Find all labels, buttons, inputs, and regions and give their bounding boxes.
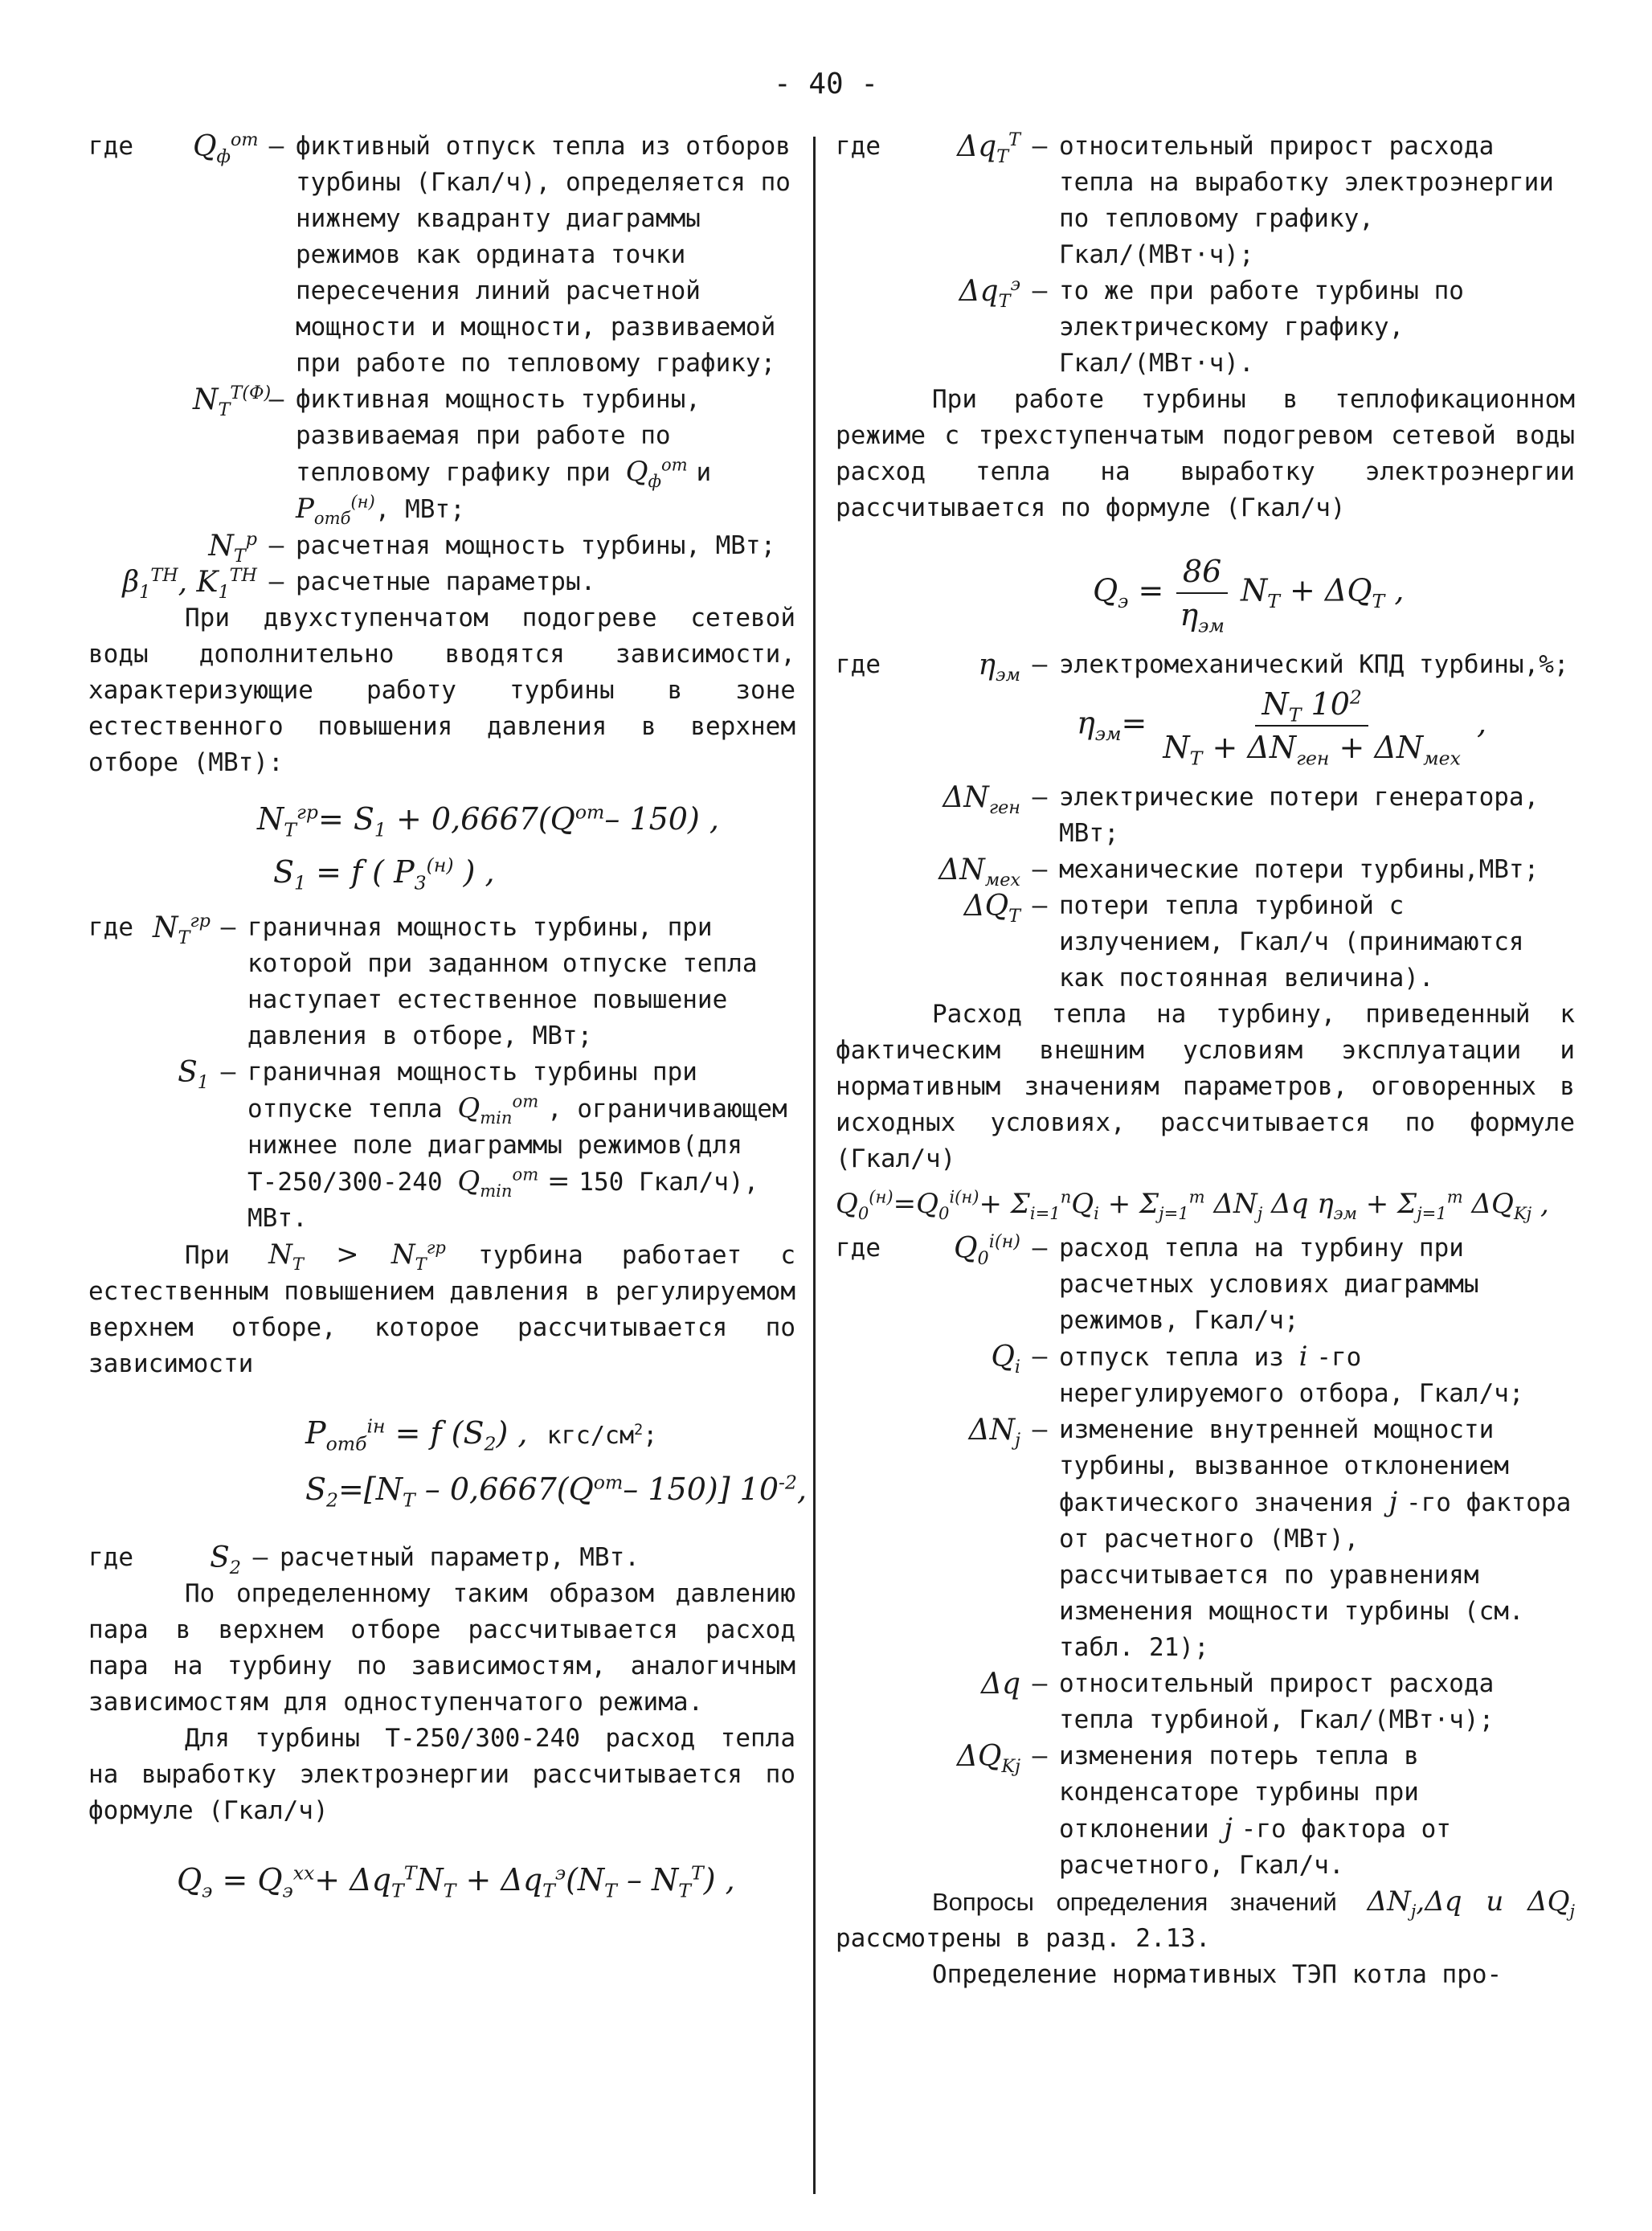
definition-text: расчетный параметр, МВт. (280, 1543, 640, 1572)
definition-dnj: $\Delta N_j$ – изменение внутренней мощности турбины, вызванное отклонением фактического значения j -го фактора от расчетного (МВт), рассчитывается по уравнениям изменения мощности турбины (см. табл. 21); (836, 1412, 1575, 1666)
symbol-dq: Δq (980, 1668, 1020, 1701)
paragraph-t250: Для турбины Т-250/300-240 расход тепла на выработку электроэнергии рассчитывается по формуле (Гкал/ч) (88, 1724, 795, 1825)
where-label: где (88, 132, 133, 161)
definition-text: потери тепла турбиной с излучением, Гкал/ч (принимаются как постоянная величина). (1059, 891, 1524, 993)
paragraph-boiler: Определение нормативных ТЭП котла про- (932, 1960, 1503, 1989)
definition-eta: где $\eta_{эм}$ – электромеханический КПД турбины,%; (836, 647, 1575, 683)
symbol-n-t-p: $N_T^p$ (208, 529, 257, 567)
symbol-s1: $S_1$ (178, 1056, 209, 1094)
definition-text: относительный прирост расхода тепла турбиной, Гкал/(МВт·ч); (1059, 1669, 1495, 1734)
symbol-eta-em: $\eta_{эм}$ (978, 649, 1020, 686)
symbol-n-t-gr: $N_T^{гр}$ (153, 911, 211, 949)
symbol-q-f-ot: $Q_ф^{от}$ (193, 129, 259, 168)
paragraph-natural-rise: При $N_T > N_T^{гр}$ турбина работает с естественным повышением давления в регулируемом верхнем отборе, которое рассчитывается по зависимости (88, 1237, 795, 1378)
definition-text: расчетные параметры. (296, 567, 596, 596)
definition-n-fictive: $N_T^{T(Ф)}$ – фиктивная мощность турбины, развиваемая при работе по тепловому графику при $Q_ф^{от}$ и $P_{отб}^{(н)}$, МВт; (88, 382, 795, 528)
definition-text: фиктивный отпуск тепла из отборов турбины (Гкал/ч), определяется по нижнему квадранту диаграммы режимов как ордината точки пересечения линий расчетной мощности и мощности, развиваемой при работе по тепловому графику; (296, 132, 791, 378)
definition-n-boundary: где $N_T^{гр}$ – граничная мощность турбины, при которой при заданном отпуске тепла наступает естественное повышение давления в отборе, МВт; (88, 910, 795, 1054)
formula-n-gr: $N_T^{гр}= S_1 + 0,6667(Q^{от}-$ 150) , (257, 800, 719, 841)
paragraph-reduced-flow: Расход тепла на турбину, приведенный к фактическим внешним условиям эксплуатации и нормативным значениям параметров, оговоренных в исходных условиях, рассчитывается по формуле (Гкал/ч) (836, 1000, 1575, 1173)
paragraph-two-stage: При двухступенчатом подогреве сетевой воды дополнительно вводятся зависимости, характеризующие работу турбины в зоне естественного повышения давления в верхнем отборе (МВт): (88, 604, 795, 777)
definition-dq: Δq – относительный прирост расхода тепла турбиной, Гкал/(МВт·ч); (836, 1666, 1575, 1738)
definition-dq-e: $\Delta q_T^э$ – то же при работе турбины по электрическому графику, Гкал/(МВт·ч). (836, 273, 1575, 382)
right-column (836, 129, 1575, 1993)
symbol-b-k: $\beta_1^{TH}$, $K_1^{TH}$ (122, 565, 257, 604)
definition-text: то же при работе турбины по электрическому графику, Гкал/(МВт·ч). (1059, 276, 1464, 378)
definition-text: граничная мощность турбины, при которой при заданном отпуске тепла наступает естественное повышение давления в отборе, МВт; (247, 913, 758, 1050)
formula-eta-em: $\eta_{эм}=$ $\frac{N_T 10^2}{N_T + \Delta N_{ген} + \Delta N_{мех}}$ , (836, 683, 1575, 768)
definition-text: граничная мощность турбины при отпуске тепла $Q_{min}^{от}$ , ограничивающем нижнее поле диаграммы режимов(для Т-250/300-240 $Q_{min}^{от} = 150$ Гкал/ч), МВт. (247, 1058, 787, 1233)
paragraph-questions: Вопросы определения значений $\Delta N_j,\Delta q$ и $\Delta Q_j$ рассмотрены в разд. 2.13. (836, 1885, 1575, 1953)
definition-text: расчетная мощность турбины, МВт; (296, 531, 776, 560)
symbol-dn-mech: $\Delta N_{мех}$ (938, 854, 1020, 891)
formula-p-otb: $P_{отб}^{iн} = f$ $(S_2)$ , кгс/$см^2$; (305, 1414, 658, 1455)
symbol-q0-i: $Q_0^{i(н)}$ (954, 1231, 1020, 1270)
definition-n-design: $N_T^p$ – расчетная мощность турбины, МВт; (88, 528, 795, 564)
formula-s2: $S_2=[N_T - 0,6667(Q^{от}-$ 150)] $10^{-2}$, (305, 1471, 808, 1512)
definition-text: относительный прирост расхода тепла на выработку электроэнергии по тепловому графику, Гкал/(МВт·ч); (1059, 132, 1554, 269)
definition-dq-t: где $\Delta q_T^T$ – относительный прирост расхода тепла на выработку электроэнергии по тепловому графику, Гкал/(МВт·ч); (836, 129, 1575, 273)
definition-text: фиктивная мощность турбины, развиваемая при работе по тепловому графику при $Q_ф^{от}$ и $P_{отб}^{(н)}$, МВт; (296, 385, 712, 528)
left-column (88, 129, 808, 1906)
symbol-dq-t-e: $\Delta q_T^э$ (959, 274, 1020, 313)
symbol-dn-gen: $\Delta N_{ген}$ (943, 781, 1020, 819)
definition-b-k: $\beta_1^{TH}$, $K_1^{TH}$ – расчетные параметры. (88, 564, 795, 600)
formula-q-e: $Q_э$ = $\frac{86}{\eta_{эм}}$ $N_T + \Delta Q_T$ , (836, 551, 1575, 636)
formula-s1: $S_1 = f$ ( $P_3^{(н)}$ ) , (273, 854, 495, 894)
formula-q-e-t250: $Q_э = Q_э^{хх}+ \Delta q_T^TN_T + \Delta q_T^э(N_T - N_T^T)$ , (177, 1861, 735, 1902)
page-number: - 40 - (773, 68, 879, 100)
definition-text: изменение внутренней мощности турбины, вызванное отклонением фактического значения j -го фактора от расчетного (МВт), рассчитывается по уравнениям изменения мощности турбины (см. табл. 21); (1059, 1415, 1572, 1662)
formula-q0: $Q_0^{(н)}=Q_0^{i(н)}+ \Sigma_{i=1}^nQ_i + \Sigma_{j=1}^m$ $\Delta N_j$ Δq $\eta_{эм} + \Sigma_{j=1}^m$ $\Delta Q_{Kj}$ , (836, 1186, 1549, 1223)
definition-s2: где $S_2$ – расчетный параметр, МВт. (88, 1540, 795, 1576)
definition-s1: $S_1$ – граничная мощность турбины при отпуске тепла $Q_{min}^{от}$ , ограничивающем нижнее поле диаграммы режимов(для Т-250/300-240 $Q_{min}^{от} = 150$ Гкал/ч), МВт. (88, 1054, 795, 1237)
definition-dn-gen: $\Delta N_{ген}$ – электрические потери генератора, МВт; (836, 780, 1575, 852)
definition-text: электромеханический КПД турбины,%; (1059, 650, 1569, 679)
symbol-s2: $S_2$ (210, 1541, 241, 1579)
definition-text: механические потери турбины,МВт; (1059, 855, 1540, 884)
symbol-dq-t: $\Delta Q_T$ (963, 890, 1020, 927)
definition-dqkj: $\Delta Q_{Kj}$ – изменения потерь тепла в конденсаторе турбины при отклонении j -го фактора от расчетного, Гкал/ч. (836, 1738, 1575, 1884)
definition-dn-mech: $\Delta N_{мех}$ – механические потери турбины,МВт; (836, 852, 1575, 888)
definition-qi: $Q_i$ – отпуск тепла из i -го нерегулируемого отбора, Гкал/ч; (836, 1339, 1575, 1412)
definition-q0-design: где $Q_0^{i(н)}$ – расход тепла на турбину при расчетных условиях диаграммы режимов, Гкал/ч; (836, 1230, 1575, 1339)
column-divider (813, 137, 816, 2194)
paragraph-three-stage: При работе турбины в теплофикационном режиме с трехступенчатым подогревом сетевой воды расход тепла на выработку электроэнергии рассчитывается по формуле (Гкал/ч) (836, 385, 1575, 522)
paragraph-pressure: По определенному таким образом давлению пара в верхнем отборе рассчитывается расход пара на турбину по зависимостям, аналогичным зависимостям для одноступенчатого режима. (88, 1579, 795, 1717)
symbol-n-t-f: $N_T^{T(Ф)}$ (193, 383, 272, 421)
definition-text: расход тепла на турбину при расчетных условиях диаграммы режимов, Гкал/ч; (1059, 1234, 1479, 1335)
symbol-qi: $Q_i$ (991, 1341, 1020, 1378)
symbol-dn-j: $\Delta N_j$ (968, 1414, 1020, 1451)
definition-text: изменения потерь тепла в конденсаторе турбины при отклонении j -го фактора от расчетного, Гкал/ч. (1059, 1742, 1451, 1880)
definition-q-fictive: где $Q_ф^{от}$ – фиктивный отпуск тепла из отборов турбины (Гкал/ч), определяется по нижнему квадранту диаграммы режимов как ордината точки пересечения линий расчетной мощности и мощности, развиваемой при работе по тепловому графику; (88, 129, 795, 382)
definition-text: электрические потери генератора, МВт; (1059, 783, 1540, 848)
symbol-dq-t-t: $\Delta q_T^T$ (957, 129, 1020, 168)
definition-dq-loss: $\Delta Q_T$ – потери тепла турбиной с излучением, Гкал/ч (принимаются как постоянная величина). (836, 888, 1575, 997)
definition-text: отпуск тепла из i -го нерегулируемого отбора, Гкал/ч; (1059, 1341, 1524, 1408)
symbol-dq-kj: $\Delta Q_{Kj}$ (956, 1740, 1020, 1778)
